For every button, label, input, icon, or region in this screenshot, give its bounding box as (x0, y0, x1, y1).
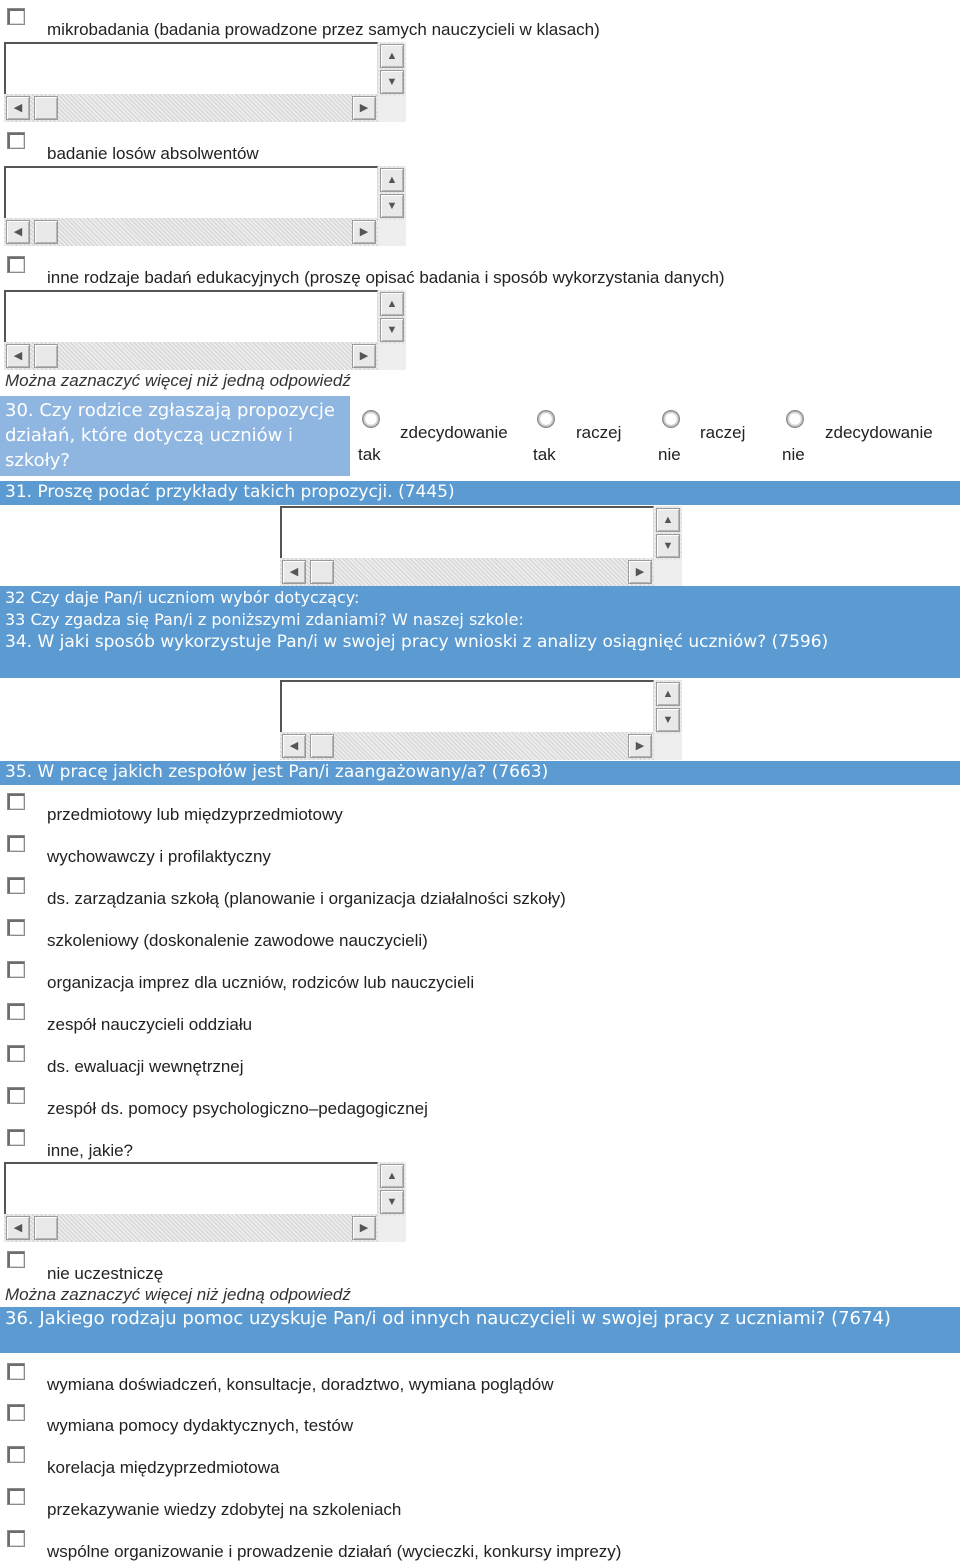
scroll-up-icon[interactable]: ▲ (380, 292, 404, 316)
option-label: badanie losów absolwentów (47, 144, 259, 163)
option-label: wspólne organizowanie i prowadzenie działań (wycieczki, konkursy imprezy) (47, 1542, 622, 1561)
radio-zdecydowanie-nie[interactable] (786, 410, 804, 428)
checkbox-inne[interactable] (7, 1129, 25, 1146)
other-textarea[interactable] (4, 1162, 406, 1242)
option-label: przekazywanie wiedzy zdobytej na szkoleniach (47, 1500, 402, 1519)
scroll-down-icon[interactable]: ▼ (380, 70, 404, 94)
scroll-thumb[interactable] (34, 1216, 58, 1240)
scroll-thumb[interactable] (310, 560, 334, 584)
scroll-down-icon[interactable]: ▼ (656, 708, 680, 732)
checkbox-mikrobadania[interactable] (7, 8, 25, 25)
scroll-left-icon[interactable]: ◀ (6, 96, 30, 120)
question-35: 35. W pracę jakich zespołów jest Pan/i zaangażowany/a? (7663) (0, 761, 960, 785)
option-label: wymiana doświadczeń, konsultacje, doradztwo, wymiana poglądów (47, 1375, 554, 1394)
scroll-right-icon[interactable]: ▶ (352, 96, 376, 120)
comment-textarea[interactable] (4, 290, 406, 370)
scroll-thumb[interactable] (310, 734, 334, 758)
option-label: inne, jakie? (47, 1141, 134, 1160)
radio-raczej-nie[interactable] (662, 410, 680, 428)
question-33: 33 Czy zgadza się Pan/i z poniższymi zdaniami? W naszej szkole: (5, 610, 524, 629)
scroll-up-icon[interactable]: ▲ (380, 168, 404, 192)
checkbox-wymiana-doswiadczen[interactable] (7, 1363, 25, 1380)
scale-label: nie (782, 445, 805, 464)
scroll-thumb[interactable] (34, 344, 58, 368)
scale-label: tak (533, 445, 556, 464)
comment-textarea[interactable] (4, 166, 406, 246)
scroll-right-icon[interactable]: ▶ (352, 220, 376, 244)
checkbox-wymiana-pomocy[interactable] (7, 1404, 25, 1421)
scroll-thumb[interactable] (34, 220, 58, 244)
checkbox-imprezy[interactable] (7, 961, 25, 978)
option-label: zespół nauczycieli oddziału (47, 1015, 253, 1034)
scale-label: tak (358, 445, 381, 464)
scroll-up-icon[interactable]: ▲ (380, 44, 404, 68)
question-36: 36. Jakiego rodzaju pomoc uzyskuje Pan/i od innych nauczycieli w swojej pracy z uczniami? (7674) (0, 1307, 960, 1353)
checkbox-wspolne-dzialania[interactable] (7, 1530, 25, 1547)
scroll-right-icon[interactable]: ▶ (352, 1216, 376, 1240)
scroll-down-icon[interactable]: ▼ (380, 1190, 404, 1214)
scroll-left-icon[interactable]: ◀ (6, 220, 30, 244)
option-label: inne rodzaje badań edukacyjnych (proszę opisać badania i sposób wykorzystania danych) (47, 268, 725, 287)
checkbox-zarzadzanie[interactable] (7, 877, 25, 894)
option-label: ds. ewaluacji wewnętrznej (47, 1057, 244, 1076)
scroll-up-icon[interactable]: ▲ (380, 1164, 404, 1188)
option-label: zespół ds. pomocy psychologiczno–pedagogicznej (47, 1099, 428, 1118)
scroll-left-icon[interactable]: ◀ (282, 734, 306, 758)
checkbox-przekazywanie-wiedzy[interactable] (7, 1488, 25, 1505)
scroll-left-icon[interactable]: ◀ (282, 560, 306, 584)
option-label: ds. zarządzania szkołą (planowanie i organizacja działalności szkoły) (47, 889, 566, 908)
checkbox-wychowawczy[interactable] (7, 835, 25, 852)
radio-raczej-tak[interactable] (537, 410, 555, 428)
multi-answer-note: Można zaznaczyć więcej niż jedną odpowiedź (5, 1285, 351, 1304)
scroll-right-icon[interactable]: ▶ (628, 560, 652, 584)
checkbox-ewaluacja[interactable] (7, 1045, 25, 1062)
scale-label: raczej (700, 423, 746, 442)
checkbox-oddzial[interactable] (7, 1003, 25, 1020)
scale-label: nie (658, 445, 681, 464)
scroll-up-icon[interactable]: ▲ (656, 682, 680, 706)
question-block (0, 586, 960, 678)
answer-textarea-31[interactable] (280, 506, 682, 586)
scroll-left-icon[interactable]: ◀ (6, 1216, 30, 1240)
option-label: szkoleniowy (doskonalenie zawodowe nauczycieli) (47, 931, 428, 950)
scale-label: zdecydowanie (400, 423, 508, 442)
option-label: wychowawczy i profilaktyczny (47, 847, 271, 866)
answer-textarea-34[interactable] (280, 680, 682, 760)
scroll-down-icon[interactable]: ▼ (656, 534, 680, 558)
comment-textarea[interactable] (4, 42, 406, 122)
scroll-down-icon[interactable]: ▼ (380, 318, 404, 342)
question-30: 30. Czy rodzice zgłaszają propozycje działań, które dotyczą uczniów i szkoły? (0, 396, 350, 476)
scale-label: zdecydowanie (825, 423, 933, 442)
checkbox-pomoc-psych[interactable] (7, 1087, 25, 1104)
checkbox-inne-badania[interactable] (7, 256, 25, 273)
scroll-right-icon[interactable]: ▶ (352, 344, 376, 368)
checkbox-nie-uczestnicze[interactable] (7, 1251, 25, 1268)
scroll-up-icon[interactable]: ▲ (656, 508, 680, 532)
scroll-down-icon[interactable]: ▼ (380, 194, 404, 218)
scroll-thumb[interactable] (34, 96, 58, 120)
checkbox-korelacja[interactable] (7, 1446, 25, 1463)
radio-zdecydowanie-tak[interactable] (362, 410, 380, 428)
checkbox-szkoleniowy[interactable] (7, 919, 25, 936)
checkbox-przedmiotowy[interactable] (7, 793, 25, 810)
option-label: przedmiotowy lub międzyprzedmiotowy (47, 805, 343, 824)
option-label: korelacja międzyprzedmiotowa (47, 1458, 280, 1477)
checkbox-badanie-losow[interactable] (7, 132, 25, 149)
multi-answer-note: Można zaznaczyć więcej niż jedną odpowiedź (5, 371, 351, 390)
question-31: 31. Proszę podać przykłady takich propozycji. (7445) (0, 481, 960, 505)
question-34: 34. W jaki sposób wykorzystuje Pan/i w swojej pracy wnioski z analizy osiągnięć uczniów? (7596) (5, 632, 829, 652)
option-label: mikrobadania (badania prowadzone przez samych nauczycieli w klasach) (47, 20, 600, 39)
scale-label: raczej (576, 423, 622, 442)
option-label: organizacja imprez dla uczniów, rodziców lub nauczycieli (47, 973, 475, 992)
option-label: wymiana pomocy dydaktycznych, testów (47, 1416, 354, 1435)
scroll-left-icon[interactable]: ◀ (6, 344, 30, 368)
option-label: nie uczestniczę (47, 1264, 164, 1283)
question-32: 32 Czy daje Pan/i uczniom wybór dotyczący: (5, 588, 360, 607)
scroll-right-icon[interactable]: ▶ (628, 734, 652, 758)
